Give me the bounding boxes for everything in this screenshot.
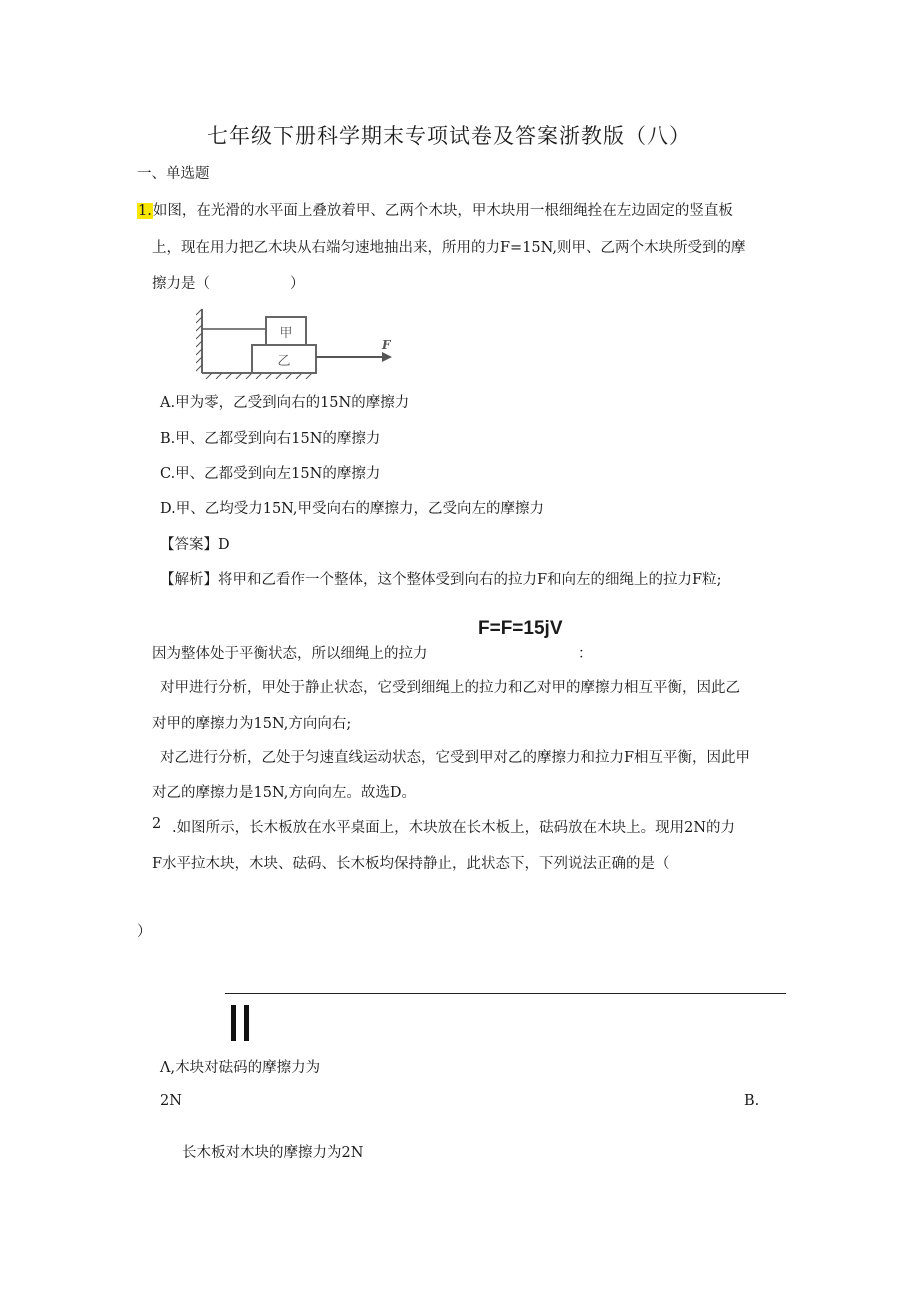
q2-option-a-value: 2N: [160, 1093, 182, 1109]
question-1-line3: [152, 272, 305, 293]
question-1-line2: 上，现在用力把乙木块从右端匀速地抽出来，所用的力F=15N,则甲、乙两个木块所受到的摩: [152, 240, 746, 256]
wall-hatching: [196, 309, 202, 373]
answer: 【答案】D: [160, 537, 230, 553]
question-2-figure-bar-left: [231, 1005, 236, 1041]
analysis-para-3-line-2: 对乙的摩擦力是15N,方向向左。故选D。: [152, 785, 416, 801]
question-2-line3: ）: [137, 924, 152, 940]
formula: F=F=15jV: [478, 618, 563, 639]
force-arrowhead: [382, 352, 392, 362]
option-d: D.甲、乙均受力15N,甲受向右的摩擦力，乙受向左的摩擦力: [160, 501, 545, 517]
option-c: C.甲、乙都受到向左15N的摩擦力: [160, 466, 381, 482]
question-2-line2: F水平拉木块，木块、砝码、长木板均保持静止，此状态下，下列说法正确的是（: [152, 856, 670, 872]
analysis-para-2-line-2: 对甲的摩擦力为15N,方向向右;: [152, 716, 352, 732]
question-1-figure: [196, 307, 406, 379]
force-label: F: [382, 338, 391, 352]
question-2-figure-rule: [225, 993, 786, 994]
question-1-line3-end: ）: [290, 276, 305, 292]
question-1-line1: 如图，在光滑的水平面上叠放着甲、乙两个木块，甲木块用一根细绳拴在左边固定的竖直板: [152, 203, 733, 219]
analysis-para-2-line-1: 对甲进行分析，甲处于静止状态，它受到细绳上的拉力和乙对甲的摩擦力相互平衡，因此乙: [160, 680, 740, 696]
option-a: A.甲为零，乙受到向右的15N的摩擦力: [160, 395, 410, 411]
section-heading: 一、单选题: [137, 166, 210, 182]
q2-option-a: Λ,木块对砝码的摩擦力为: [160, 1060, 321, 1076]
q2-option-b: 长木板对木块的摩擦力为2N: [182, 1145, 364, 1161]
q2-option-b-label: B.: [744, 1093, 760, 1109]
analysis-para-3-line-1: 对乙进行分析，乙处于匀速直线运动状态，它受到甲对乙的摩擦力和拉力F相互平衡，因此甲: [160, 750, 751, 766]
block-jia-label: 甲: [279, 326, 293, 341]
analysis: 【解析】将甲和乙看作一个整体，这个整体受到向右的拉力F和向左的细绳上的拉力F粒;: [160, 572, 722, 588]
question-1-line3-start: 擦力是（: [152, 276, 210, 292]
option-b: B.甲、乙都受到向右15N的摩擦力: [160, 431, 381, 447]
question-2-number: 2: [152, 816, 162, 832]
question-1: [137, 199, 733, 220]
block-yi-label: 乙: [277, 354, 291, 369]
question-2-figure-bar-right: [244, 1005, 249, 1041]
question-2-line1: .如图所示，长木板放在水平桌面上，木块放在长木板上，砝码放在木块上。现用2N的力: [172, 820, 736, 836]
balance-line: 因为整体处于平衡状态，所以细绳上的拉力: [152, 646, 428, 662]
page-title: 七年级下册科学期末专项试卷及答案浙教版（八）: [207, 124, 691, 148]
question-1-number: 1.: [138, 203, 152, 219]
balance-end: ：: [578, 646, 593, 662]
